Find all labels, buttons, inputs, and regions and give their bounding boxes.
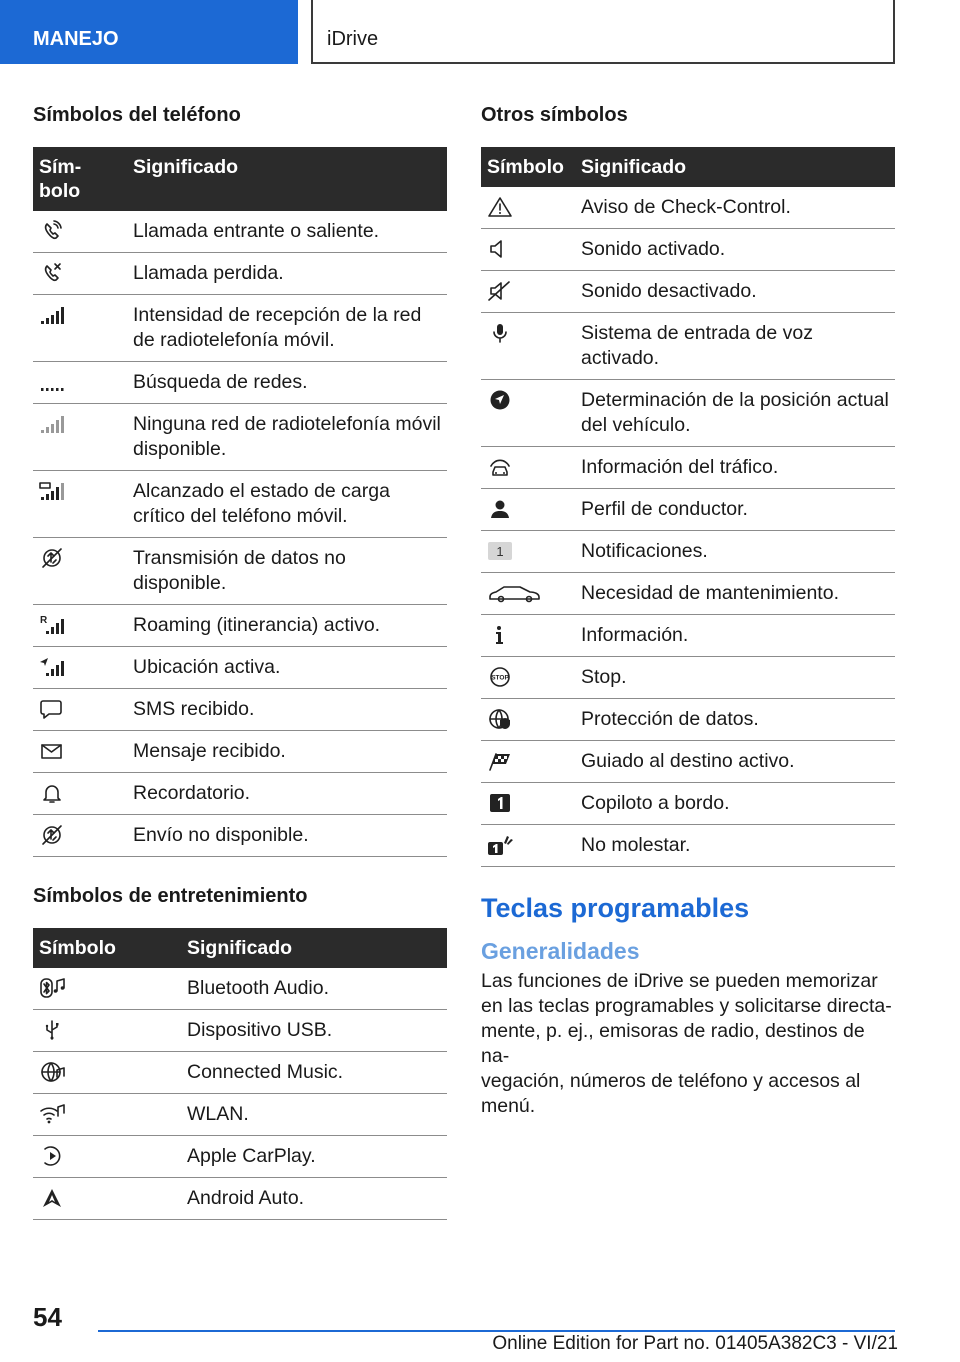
battery-critical-icon (39, 480, 67, 502)
table-row (33, 1010, 447, 1052)
entertainment-col-meaning: Significado (181, 928, 447, 968)
bell-icon (39, 782, 67, 804)
symbol-cell (481, 489, 575, 531)
symbol-cell (33, 689, 127, 731)
symbol-cell (481, 531, 575, 573)
meaning-cell: Sonido activado. (575, 229, 895, 271)
phone-symbols-table (33, 147, 447, 857)
traffic-icon (487, 456, 515, 478)
symbol-cell (33, 647, 127, 689)
meaning-cell: Llamada perdida. (127, 253, 447, 295)
other-symbols-subtitle: Otros símbolos (481, 104, 628, 126)
meaning-cell: Perfil de conductor. (575, 489, 895, 531)
symbol-cell (33, 211, 127, 253)
other-symbols-table (481, 147, 895, 867)
position-icon (487, 389, 515, 411)
symbol-cell (481, 380, 575, 447)
symbol-cell (481, 187, 575, 229)
android-auto-icon (39, 1187, 67, 1209)
symbol-cell (33, 968, 181, 1010)
table-row (481, 783, 895, 825)
symbol-cell (33, 1010, 181, 1052)
send-unavailable-icon (39, 824, 67, 846)
symbol-cell (33, 295, 127, 362)
table-row (33, 968, 447, 1010)
carplay-icon (39, 1145, 67, 1167)
symbol-cell (33, 605, 127, 647)
symbol-cell (33, 815, 127, 857)
table-row (481, 825, 895, 867)
meaning-cell: Apple CarPlay. (181, 1136, 447, 1178)
no-network-icon (39, 413, 67, 435)
symbol-cell (33, 1136, 181, 1178)
meaning-cell: SMS recibido. (127, 689, 447, 731)
meaning-cell: Aviso de Check-Control. (575, 187, 895, 229)
meaning-cell: Bluetooth Audio. (181, 968, 447, 1010)
microphone-icon (487, 322, 515, 344)
usb-icon (39, 1019, 67, 1041)
meaning-cell: No molestar. (575, 825, 895, 867)
meaning-cell: Transmisión de datos no disponible. (127, 538, 447, 605)
meaning-cell: Copiloto a bordo. (575, 783, 895, 825)
meaning-cell: Roaming (itinerancia) activo. (127, 605, 447, 647)
table-row (481, 615, 895, 657)
notification-icon-glyph: 1 (496, 544, 504, 559)
bluetooth-audio-icon (39, 977, 67, 999)
meaning-cell: Búsqueda de redes. (127, 362, 447, 404)
speaker-mute-icon (487, 280, 515, 302)
meaning-cell: Intensidad de recepción de la red de radiotelefonía móvil. (127, 295, 447, 362)
symbol-cell (481, 313, 575, 380)
warning-icon (487, 196, 515, 218)
table-row (481, 187, 895, 229)
symbol-cell (481, 657, 575, 699)
stop-icon (487, 666, 515, 688)
symbol-cell (33, 1094, 181, 1136)
meaning-cell: Recordatorio. (127, 773, 447, 815)
entertainment-symbols-table (33, 928, 447, 1220)
page-number: 54 (33, 1302, 62, 1332)
table-row (33, 538, 447, 605)
table-row (481, 447, 895, 489)
connected-music-icon (39, 1061, 67, 1083)
meaning-cell: Sonido desactivado. (575, 271, 895, 313)
table-row (481, 699, 895, 741)
symbol-cell (33, 362, 127, 404)
signal-strength-icon (39, 304, 67, 326)
table-row (33, 471, 447, 538)
roaming-icon (39, 614, 67, 636)
other-col-symbol: Símbolo (481, 147, 575, 187)
other-col-meaning: Significado (575, 147, 895, 187)
table-row (481, 271, 895, 313)
right-column (481, 100, 895, 1119)
meaning-cell: Guiado al destino activo. (575, 741, 895, 783)
meaning-cell: Información del tráfico. (575, 447, 895, 489)
meaning-cell: Necesidad de mantenimiento. (575, 573, 895, 615)
phone-col-meaning: Significado (127, 147, 447, 211)
table-row (33, 1094, 447, 1136)
entertainment-col-symbol: Símbolo (33, 928, 181, 968)
table-row (481, 229, 895, 271)
table-row (33, 647, 447, 689)
missed-call-icon (39, 262, 67, 284)
table-row (33, 1052, 447, 1094)
meaning-cell: WLAN. (181, 1094, 447, 1136)
meaning-cell: Información. (575, 615, 895, 657)
table-row (33, 295, 447, 362)
symbol-cell (33, 1178, 181, 1220)
mail-icon (39, 740, 67, 762)
phone-symbols-subtitle: Símbolos del teléfono (33, 104, 241, 126)
data-unavailable-icon (39, 547, 67, 569)
symbol-cell (481, 615, 575, 657)
phone-table-body (33, 211, 447, 857)
symbol-cell (33, 773, 127, 815)
programmable-keys-title: Teclas programables (481, 893, 750, 923)
symbol-cell (481, 783, 575, 825)
symbol-cell (33, 731, 127, 773)
symbol-cell (481, 271, 575, 313)
symbol-cell (481, 447, 575, 489)
table-row (33, 362, 447, 404)
meaning-cell: Protección de datos. (575, 699, 895, 741)
footer-rule (98, 1330, 895, 1332)
info-icon (487, 624, 515, 646)
meaning-cell: Sistema de entrada de voz activado. (575, 313, 895, 380)
table-row (33, 773, 447, 815)
table-row (481, 313, 895, 380)
table-row (33, 605, 447, 647)
other-table-body (481, 187, 895, 867)
left-column (33, 100, 447, 1220)
entertainment-symbols-subtitle: Símbolos de entretenimiento (33, 885, 308, 907)
wlan-icon (39, 1103, 67, 1125)
symbol-cell (481, 699, 575, 741)
symbol-cell (481, 573, 575, 615)
table-row (33, 731, 447, 773)
table-row (33, 253, 447, 295)
table-row (33, 404, 447, 471)
table-row (33, 689, 447, 731)
meaning-cell: Alcanzado el estado de carga crítico del teléfono móvil. (127, 471, 447, 538)
symbol-cell (33, 253, 127, 295)
section-tab: MANEJO (0, 0, 298, 64)
table-row (481, 531, 895, 573)
symbol-cell (481, 825, 575, 867)
programmable-keys-text: Las funciones de iDrive se pueden memorizar en las teclas programables y solicitarse directa- mente, p. ej., emisoras de radio, destinos de na- vegación, números de teléfono y accesos al menú. (481, 970, 892, 1117)
symbol-cell (33, 1052, 181, 1094)
meaning-cell: Llamada entrante o saliente. (127, 211, 447, 253)
phone-col-symbol: Sím- bolo (33, 147, 127, 211)
data-protection-icon (487, 708, 515, 730)
table-row (481, 573, 895, 615)
chapter-title: iDrive (311, 0, 895, 64)
copilot-icon (487, 792, 515, 814)
network-search-icon (39, 371, 67, 393)
meaning-cell: Ninguna red de radiotelefonía móvil disponible. (127, 404, 447, 471)
symbol-cell (481, 229, 575, 271)
symbol-cell (33, 538, 127, 605)
symbol-cell (481, 741, 575, 783)
table-row (33, 211, 447, 253)
phone-call-icon (39, 220, 67, 242)
svg-text:R: R (40, 615, 48, 626)
meaning-cell: Determinación de la posición actual del vehículo. (575, 380, 895, 447)
symbol-cell (33, 404, 127, 471)
stop-icon-glyph: STOP (491, 674, 509, 682)
table-row (33, 1136, 447, 1178)
sms-icon (39, 698, 67, 720)
car-service-icon (487, 582, 543, 604)
do-not-disturb-icon (487, 834, 515, 856)
meaning-cell: Stop. (575, 657, 895, 699)
meaning-cell: Android Auto. (181, 1178, 447, 1220)
meaning-cell: Notificaciones. (575, 531, 895, 573)
table-row (33, 1178, 447, 1220)
route-guidance-icon (487, 750, 515, 772)
notification-icon (487, 540, 515, 562)
meaning-cell: Mensaje recibido. (127, 731, 447, 773)
table-row (481, 380, 895, 447)
meaning-cell: Envío no disponible. (127, 815, 447, 857)
entertainment-table-body (33, 968, 447, 1220)
speaker-icon (487, 238, 515, 260)
location-active-icon (39, 656, 67, 678)
table-row (33, 815, 447, 857)
table-row (481, 657, 895, 699)
table-row (481, 741, 895, 783)
meaning-cell: Connected Music. (181, 1052, 447, 1094)
meaning-cell: Dispositivo USB. (181, 1010, 447, 1052)
footer-edition: Online Edition for Part no. 01405A382C3 - VI/21 (492, 1333, 898, 1354)
meaning-cell: Ubicación activa. (127, 647, 447, 689)
symbol-cell (33, 471, 127, 538)
programmable-keys-subtitle: Generalidades (481, 938, 640, 964)
table-row (481, 489, 895, 531)
driver-profile-icon (487, 498, 515, 520)
